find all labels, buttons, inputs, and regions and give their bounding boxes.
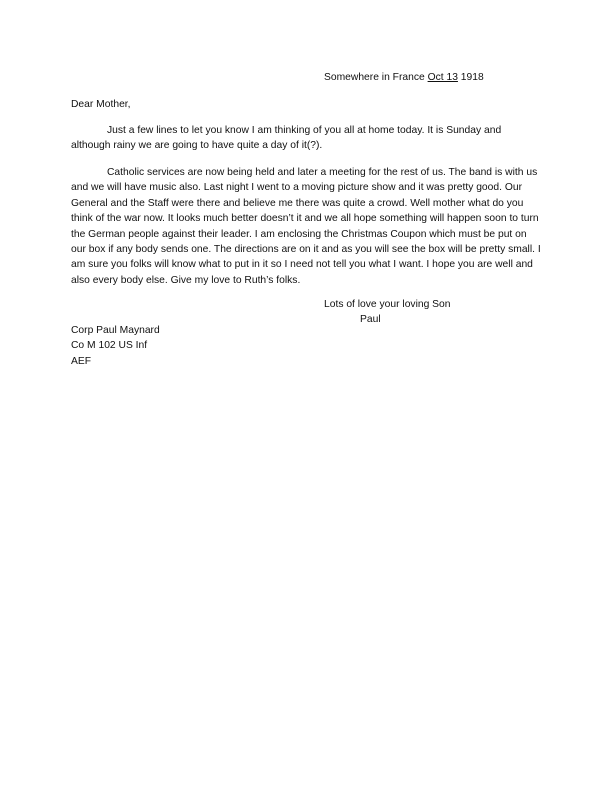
closing-block [324, 297, 451, 328]
address-line-2: Co M 102 US Inf [71, 340, 148, 352]
sender-address [71, 323, 160, 369]
closing-line: Lots of love your loving Son [324, 299, 451, 310]
signature: Paul [360, 314, 381, 326]
address-line-1: Corp Paul Maynard [71, 325, 160, 336]
dateline [324, 70, 484, 85]
dateline-date: Oct 13 [427, 72, 458, 83]
body-paragraph-1: Just a few lines to let you know I am thinking of you all at home today. It is Sunday and although rainy we are going to have quite a day of it(?). [71, 125, 502, 152]
body-paragraph-2: Catholic services are now being held and later a meeting for the rest of us. The band is with us and we will have music also. Last night I went to a moving picture show and it was pretty good. Our General and the Staff were there and believe me there was quite a crowd. Well mother what do you think of the war now. It looks much better doesn’t it and we all hope something will happen soon to turn the German people against their leader. I am enclosing the Christmas Coupon which must be put on our box if any body sends one. The directions are on it and as you will see the box will be pretty small. I am sure you folks will know what to put in it so I need not tell you what I want. I hope you are well and also every body else. Give my love to Ruth’s folks. [71, 167, 541, 286]
salutation: Dear Mother, [71, 99, 131, 110]
address-line-3: AEF [71, 355, 92, 367]
dateline-place: Somewhere in France [324, 72, 428, 83]
dateline-year: 1918 [457, 72, 484, 83]
